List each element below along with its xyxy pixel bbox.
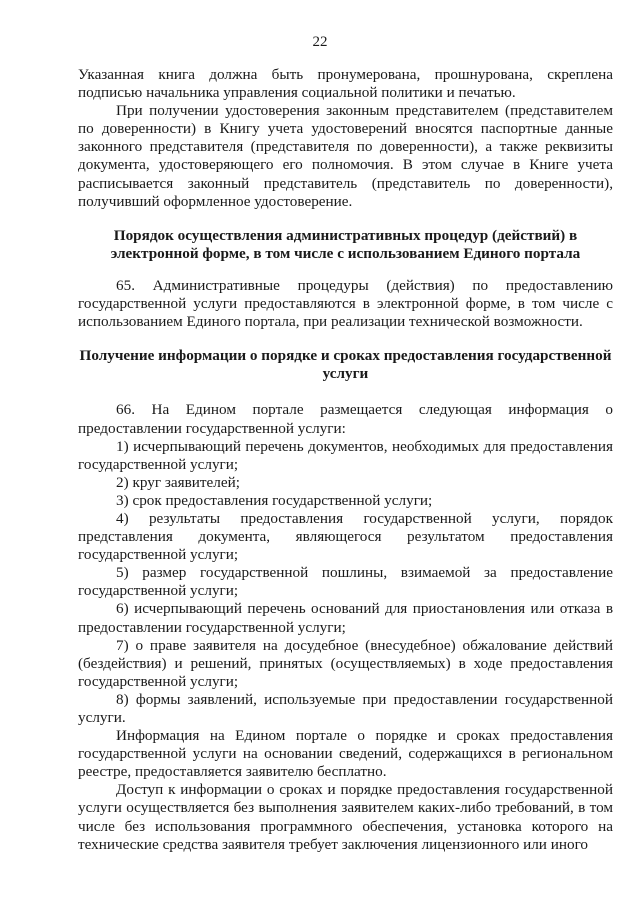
- section-heading-information: Получение информации о порядке и сроках предоставления государственной услуги: [79, 347, 612, 383]
- list-item: 5) размер государственной пошлины, взимаемой за предоставление государственной услуги;: [78, 564, 613, 600]
- paragraph-65: 65. Административные процедуры (действия) по предоставлению государственной услуги предоставляются в электронной форме, в том числе с использованием Единого портала, при реализации технической возможности.: [78, 276, 613, 331]
- paragraph-info-free: Информация на Едином портале о порядке и сроках предоставления государственной услуги на основании сведений, содержащихся в региональном реестре, предоставляется заявителю бесплатно.: [78, 727, 613, 781]
- paragraph-access-info: Доступ к информации о сроках и порядке предоставления государственной услуги осуществляется без выполнения заявителем каких-либо требований, в том числе без использования программного обеспечения, установка которого на технические средства заявителя требует заключения лицензионного или иного: [78, 781, 613, 853]
- section-heading-electronic-procedures: Порядок осуществления административных процедур (действий) в электронной форме, в том числе с использованием Единого портала: [110, 226, 581, 262]
- list-item: 2) круг заявителей;: [116, 473, 240, 491]
- list-item: 3) срок предоставления государственной услуги;: [116, 491, 433, 509]
- list-item: 6) исчерпывающий перечень оснований для приостановления или отказа в предоставлении государственной услуги;: [78, 600, 613, 636]
- list-item: 7) о праве заявителя на досудебное (внесудебное) обжалование действий (бездействия) и решений, принятых (осуществляемых) в ходе предоставления государственной услуги;: [78, 636, 613, 690]
- paragraph-legal-representative: При получении удостоверения законным представителем (представителем по доверенности) в Книгу учета удостоверений вносятся паспортные данные законного представителя (представителя по доверенности), а также реквизиты документа, удостоверяющего его полномочия. В этом случае в Книге учета расписывается законный представитель (представитель по доверенности), получивший оформленное удостоверение.: [78, 102, 613, 210]
- document-body: [78, 66, 613, 854]
- list-item: 8) формы заявлений, используемые при предоставлении государственной услуги.: [78, 690, 613, 726]
- list-item: 1) исчерпывающий перечень документов, необходимых для предоставления государственной услуги;: [78, 437, 613, 473]
- list-item: 4) результаты предоставления государственной услуги, порядок представления документа, являющегося результатом предоставления государственной услуги;: [78, 509, 613, 564]
- page-number: 22: [312, 34, 328, 50]
- paragraph-66-intro: 66. На Едином портале размещается следующая информация о предоставлении государственной услуги:: [78, 401, 613, 437]
- paragraph-book-numbering: Указанная книга должна быть пронумерована, прошнурована, скреплена подписью начальника управления социальной политики и печатью.: [78, 66, 613, 102]
